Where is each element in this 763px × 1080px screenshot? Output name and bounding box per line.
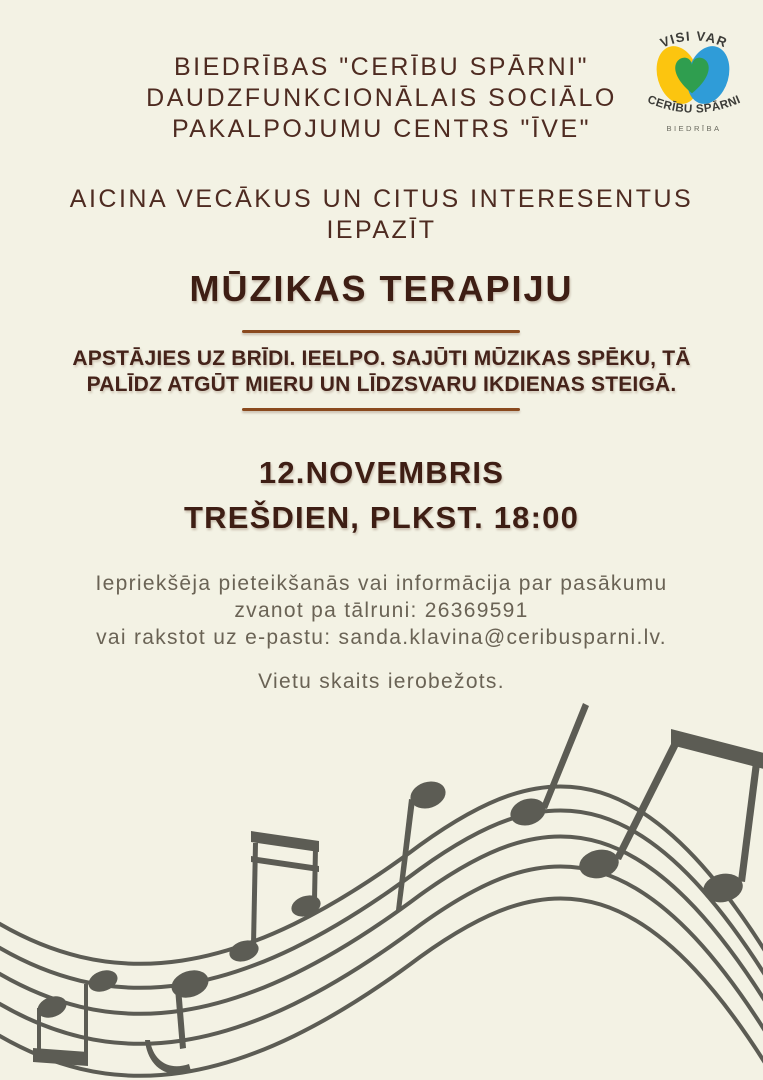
logo-sub-label: BIEDRĪBA	[666, 123, 722, 133]
invitation-line: IEPAZĪT	[326, 216, 437, 244]
music-staff-decoration	[0, 680, 763, 1080]
tagline	[0, 346, 763, 398]
divider-line-bottom	[242, 408, 520, 411]
tagline-line: PALĪDZ ATGŪT MIERU UN LĪDZSVARU IKDIENAS STEIGĀ.	[86, 373, 677, 396]
music-notes	[33, 703, 763, 1074]
headline-music-therapy: MŪZIKAS TERAPIJU	[189, 268, 574, 309]
contact-line: Iepriekšēja pieteikšanās vai informācija par pasākumu	[95, 572, 668, 595]
invitation-line: AICINA VECĀKUS UN CITUS INTERESENTUS	[69, 185, 694, 213]
event-date: 12.NOVEMBRIS	[258, 455, 505, 490]
event-time: TREŠDIEN, PLKST. 18:00	[183, 500, 580, 535]
contact-line-email: vai rakstot uz e-pastu: sanda.klavina@ceribusparni.lv.	[96, 626, 667, 649]
divider-line-top	[242, 330, 520, 333]
org-title-line: PAKALPOJUMU CENTRS "ĪVE"	[171, 115, 592, 143]
org-title-line: DAUDZFUNKCIONĀLAIS SOCIĀLO	[146, 84, 617, 112]
eighth-note-icon	[145, 966, 212, 1074]
organisation-title	[0, 52, 763, 145]
seats-limited-note: Vietu skaits ierobežots.	[258, 670, 505, 693]
org-title-line: BIEDRĪBAS "CERĪBU SPĀRNI"	[173, 53, 590, 81]
event-datetime	[0, 450, 763, 540]
contact-line-phone: zvanot pa tālruni: 26369591	[234, 599, 529, 622]
logo-arc-bottom-text: CERĪBU SPĀRNI	[645, 92, 743, 116]
tagline-line: APSTĀJIES UZ BRĪDI. IEELPO. SAJŪTI MŪZIKAS SPĒKU, TĀ	[72, 347, 691, 370]
logo-arc-top-text: VISI VAR	[658, 28, 730, 51]
sixteenth-pair-icon	[227, 831, 324, 965]
staff-lines	[0, 786, 763, 1080]
contact-info	[0, 570, 763, 651]
invitation-text	[0, 184, 763, 246]
